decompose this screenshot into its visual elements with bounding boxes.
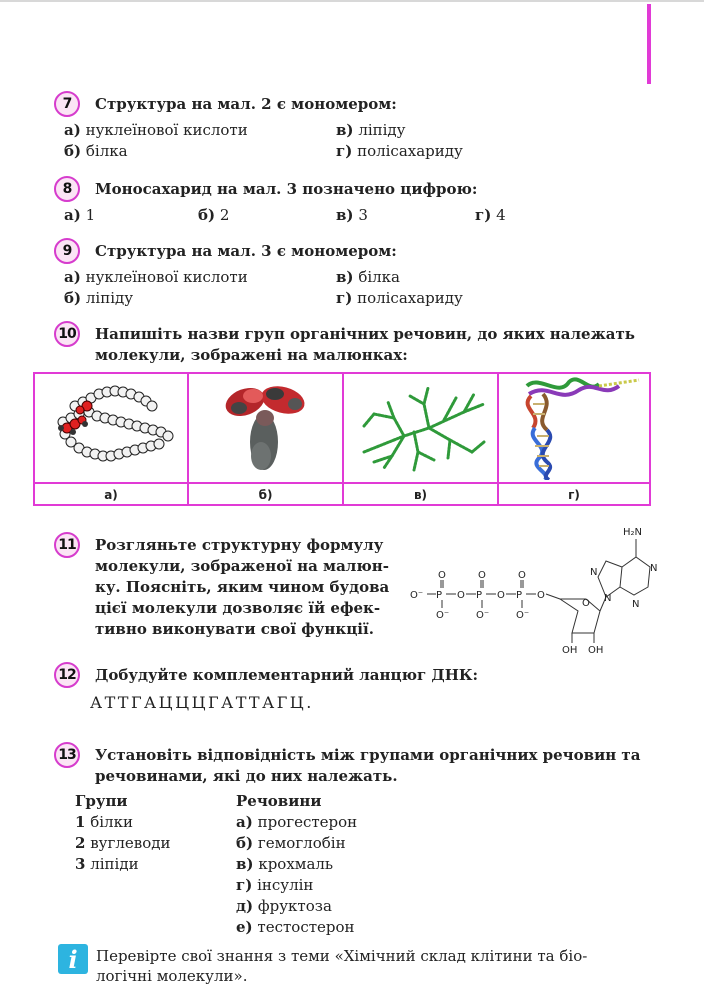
question-number-11: 11 <box>54 532 80 558</box>
image-label-row <box>35 482 649 506</box>
substance-d <box>236 896 332 916</box>
formula-o2-bottom: O⁻ <box>476 610 490 621</box>
option-text: нуклеїнової кислоти <box>85 268 248 286</box>
info-icon: i <box>58 944 88 974</box>
option-letter: г) <box>336 142 353 160</box>
info-note <box>96 946 656 986</box>
formula-n-9: N <box>604 593 612 604</box>
option-letter: г) <box>475 206 492 224</box>
formula-o-bridge-3: O <box>537 590 545 601</box>
question-11-line-5: тивно виконувати свої функції. <box>95 620 374 638</box>
q7-option-g <box>336 141 463 161</box>
question-11-line-2: молекули, зображеної на малюн- <box>95 557 389 575</box>
group-3 <box>75 854 139 874</box>
option-letter: в) <box>336 206 354 224</box>
molecule-images-table <box>33 372 651 506</box>
formula-oh-2: OH <box>588 645 604 656</box>
substance-name: інсулін <box>257 876 314 894</box>
q8-option-b <box>198 205 229 225</box>
q7-option-a <box>64 120 248 140</box>
image-cell-b <box>189 374 344 482</box>
image-label-g: г) <box>568 488 580 502</box>
option-text: ліпіду <box>85 289 134 307</box>
option-text: 3 <box>358 206 368 224</box>
q8-option-a <box>64 205 95 225</box>
question-number-8: 8 <box>54 176 80 202</box>
group-name: вуглеводи <box>90 834 171 852</box>
image-cell-g <box>499 374 649 482</box>
image-label-a: а) <box>35 484 189 506</box>
image-label-b: б) <box>189 484 344 506</box>
dna-sequence: АТТГАЦЦЦГАТТАГЦ. <box>90 693 314 712</box>
option-letter: в) <box>336 121 354 139</box>
group-1 <box>75 812 133 832</box>
substance-name: тестостерон <box>257 918 355 936</box>
q8-option-v <box>336 205 368 225</box>
substance-letter: д) <box>236 897 254 915</box>
group-2 <box>75 833 170 853</box>
q9-option-b <box>64 288 133 308</box>
formula-o-minus-left: O⁻ <box>410 590 424 601</box>
atp-structural-formula <box>410 515 670 660</box>
substance-name: крохмаль <box>258 855 334 873</box>
formula-n-3: N <box>632 599 640 610</box>
question-11-line-3: ку. Поясніть, яким чином будова <box>95 578 390 596</box>
formula-o-bridge-2: O <box>497 590 505 601</box>
option-text: 2 <box>219 206 230 224</box>
lipid-molecule-image <box>35 374 185 480</box>
question-13-line-1: Установіть відповідність між групами органічних речовин та <box>95 746 641 764</box>
question-number-9: 9 <box>54 238 80 264</box>
option-text: 1 <box>85 206 96 224</box>
question-9-text: Структура на мал. 3 є мономером: <box>95 242 397 260</box>
option-text: ліпіду <box>358 121 406 139</box>
q9-option-v <box>336 267 400 287</box>
substance-letter: г) <box>236 876 253 894</box>
q8-option-g <box>475 205 506 225</box>
substance-g <box>236 875 313 895</box>
info-note-line-2: логічні молекули». <box>96 967 248 985</box>
info-note-line-1: Перевірте свої знання з теми «Хімічний склад клітини та біо- <box>96 947 588 965</box>
substance-a <box>236 812 357 832</box>
group-name: білки <box>90 813 133 831</box>
formula-o1-bottom: O⁻ <box>436 610 450 621</box>
formula-p3: P <box>516 590 523 601</box>
nucleic-acid-molecule-image <box>499 374 649 480</box>
substance-e <box>236 917 355 937</box>
option-letter: а) <box>64 121 81 139</box>
option-letter: г) <box>336 289 353 307</box>
formula-o2-top: O <box>478 570 486 581</box>
substance-name: прогестерон <box>257 813 358 831</box>
formula-o3-bottom: O⁻ <box>516 610 530 621</box>
option-text: білка <box>358 268 400 286</box>
q9-option-g <box>336 288 463 308</box>
substance-letter: а) <box>236 813 253 831</box>
q9-option-a <box>64 267 248 287</box>
polysaccharide-molecule-image <box>344 374 495 480</box>
formula-o3-top: O <box>518 570 526 581</box>
option-letter: а) <box>64 268 81 286</box>
option-letter: а) <box>64 206 81 224</box>
group-number: 3 <box>75 855 86 873</box>
option-text: полісахариду <box>357 289 463 307</box>
substance-letter: е) <box>236 918 253 936</box>
formula-n-7: N <box>590 567 598 578</box>
option-letter: б) <box>64 289 82 307</box>
formula-n-1: N <box>650 563 658 574</box>
formula-ring-o: O <box>582 598 590 609</box>
substance-b <box>236 833 346 853</box>
question-7-text: Структура на мал. 2 є мономером: <box>95 95 397 113</box>
formula-o-bridge-1: O <box>457 590 465 601</box>
question-12-text: Добудуйте комплементарний ланцюг ДНК: <box>95 666 479 684</box>
option-letter: б) <box>64 142 82 160</box>
option-letter: в) <box>336 268 354 286</box>
substance-letter: б) <box>236 834 254 852</box>
question-13-line-2: речовинами, які до них належать. <box>95 767 398 785</box>
substance-v <box>236 854 333 874</box>
groups-header: Групи <box>75 792 128 810</box>
formula-nh2: H₂N <box>623 527 643 538</box>
image-cell-v <box>344 374 499 482</box>
image-label-v: в) <box>344 484 499 506</box>
image-cell-a <box>35 374 189 482</box>
option-text: полісахариду <box>357 142 463 160</box>
group-number: 1 <box>75 813 86 831</box>
option-text: нуклеїнової кислоти <box>85 121 248 139</box>
group-name: ліпіди <box>90 855 139 873</box>
page-accent-bar <box>647 4 651 84</box>
question-number-12: 12 <box>54 662 80 688</box>
substance-name: гемоглобін <box>257 834 346 852</box>
q7-option-b <box>64 141 128 161</box>
top-border <box>0 0 704 2</box>
option-letter: б) <box>198 206 216 224</box>
question-8-text: Моносахарид на мал. 3 позначено цифрою: <box>95 180 478 198</box>
question-11-line-4: цієї молекули дозволяє їй ефек- <box>95 599 381 617</box>
question-10-line-2: молекули, зображені на малюнках: <box>95 346 408 364</box>
substances-header: Речовини <box>236 792 322 810</box>
formula-p1: P <box>436 590 443 601</box>
question-10-line-1: Напишіть назви груп органічних речовин, до яких належать <box>95 325 635 343</box>
q7-option-v <box>336 120 406 140</box>
question-number-7: 7 <box>54 91 80 117</box>
question-number-13: 13 <box>54 742 80 768</box>
substance-name: фруктоза <box>257 897 332 915</box>
question-11-line-1: Розгляньте структурну формулу <box>95 536 384 554</box>
protein-molecule-image <box>189 374 340 480</box>
formula-oh-1: OH <box>562 645 578 656</box>
group-number: 2 <box>75 834 86 852</box>
question-number-10: 10 <box>54 321 80 347</box>
option-text: білка <box>85 142 128 160</box>
option-text: 4 <box>496 206 506 224</box>
formula-o1-top: O <box>438 570 446 581</box>
formula-p2: P <box>476 590 483 601</box>
substance-letter: в) <box>236 855 254 873</box>
